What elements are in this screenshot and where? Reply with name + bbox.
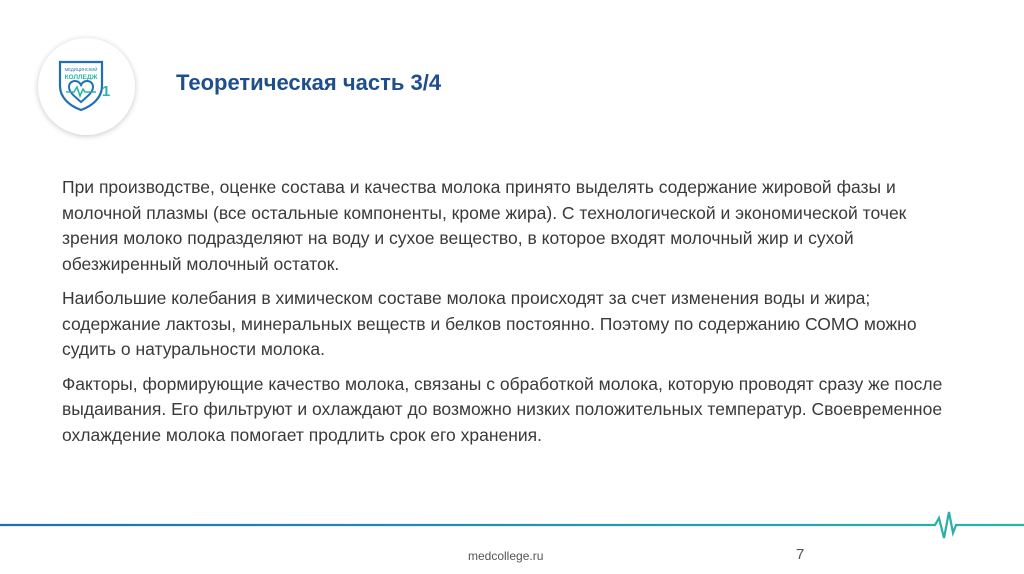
body-paragraph-1: При производстве, оценке состава и качества молока принято выделять содержание жировой фазы и молочной плазмы (все остальные компоненты, кроме жира). С технологической и экономической точек зрения молоко подразделяют на воду и сухое вещество, в которое входят молочный жир и сухой обезжиренный молочный остаток. <box>62 177 907 274</box>
footer-divider-line <box>0 508 1024 548</box>
svg-text:КОЛЛЕДЖ: КОЛЛЕДЖ <box>64 73 97 81</box>
slide-body <box>62 175 962 457</box>
body-paragraph-2: Наибольшие колебания в химическом составе молока происходят за счет изменения воды и жира; содержание лактозы, минеральных веществ и белков постоянно. Поэтому по содержанию СОМО можно судить о натуральности молока. <box>62 288 917 359</box>
college-logo <box>38 38 135 135</box>
svg-text:1: 1 <box>101 82 110 100</box>
body-paragraph-3: Факторы, формирующие качество молока, связаны с обработкой молока, которую проводят сразу же после выдаивания. Его фильтруют и охлаждают до возможно низких положительных температур. Своевременное охлаждение молока помогает продлить срок его хранения. <box>62 373 943 445</box>
footer-website: medcollege.ru <box>468 549 544 563</box>
page-number: 7 <box>796 546 805 563</box>
slide-title: Теоретическая часть 3/4 <box>176 70 442 95</box>
pulse-line-icon <box>0 512 1024 538</box>
svg-text:МЕДИЦИНСКИЙ: МЕДИЦИНСКИЙ <box>64 66 97 72</box>
college-logo-emblem <box>52 52 122 122</box>
